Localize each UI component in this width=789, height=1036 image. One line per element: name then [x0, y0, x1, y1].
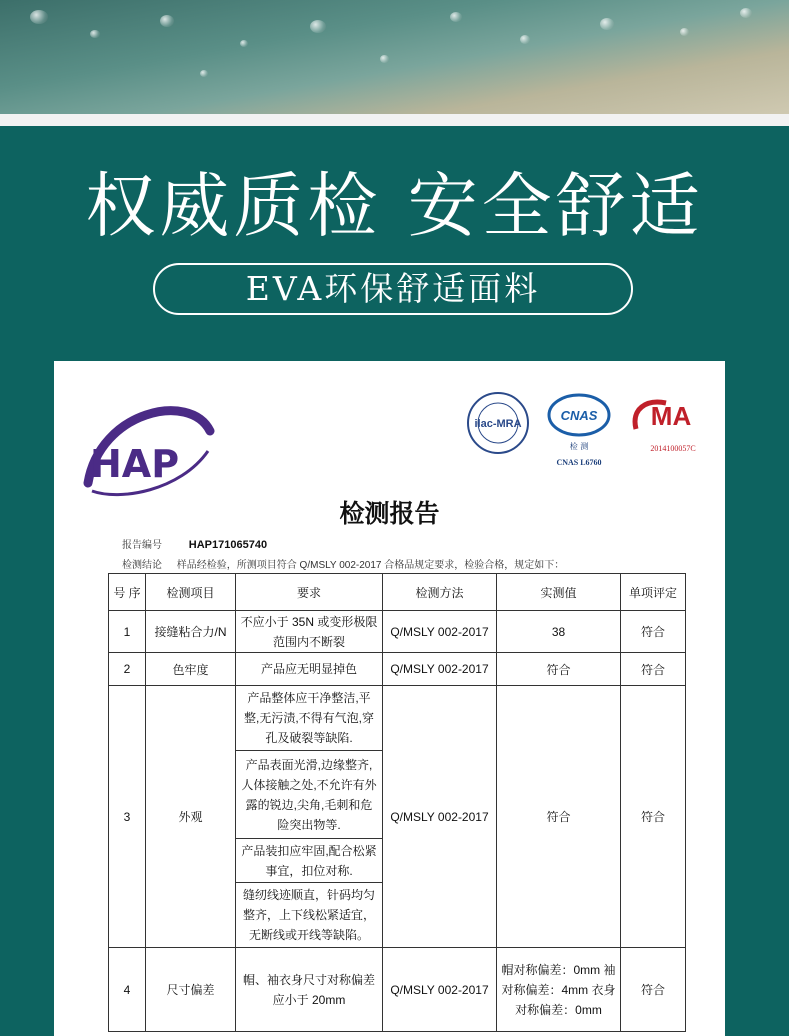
cell-value: 38 [497, 611, 621, 653]
conclusion-label: 检测结论 [122, 560, 162, 571]
cell-method: Q/MSLY 002-2017 [383, 948, 497, 1032]
table-row [109, 653, 686, 686]
test-report-document [54, 361, 725, 1036]
cell-requirement: 产品表面光滑,边缘整齐,人体接触之处,不允许有外露的锐边,尖角,毛刺和危险突出物等. [236, 751, 383, 839]
col-result: 单项评定 [621, 574, 686, 611]
report-title: 检测报告 [339, 499, 440, 528]
cell-value: 符合 [497, 653, 621, 686]
cell-requirement: 产品装扣应牢固,配合松紧事宜，扣位对称. [236, 839, 383, 883]
conclusion-line [122, 556, 564, 571]
cell-result: 符合 [621, 686, 686, 948]
table-header-row [109, 574, 686, 611]
cell-no: 3 [109, 686, 146, 948]
cell-item: 色牢度 [146, 653, 236, 686]
cell-result: 符合 [621, 948, 686, 1032]
cell-no: 2 [109, 653, 146, 686]
hap-logo [80, 391, 220, 501]
cell-item: 外观 [146, 686, 236, 948]
cell-requirement: 缝纫线迹顺直，针码均匀整齐，上下线松紧适宜，无断线或开线等缺陷。 [236, 883, 383, 948]
divider-strip [0, 114, 789, 126]
svg-text:CNAS L6760: CNAS L6760 [556, 458, 602, 467]
cell-value: 帽对称偏差：0mm 袖对称偏差：4mm 衣身对称偏差：0mm [497, 948, 621, 1032]
cma-icon [635, 401, 696, 453]
col-item: 检测项目 [146, 574, 236, 611]
cell-no: 1 [109, 611, 146, 653]
cell-requirement: 不应小于 35N 或变形极限范围内不断裂 [236, 611, 383, 653]
cell-result: 符合 [621, 611, 686, 653]
table-row [109, 686, 686, 751]
cell-requirement: 产品应无明显掉色 [236, 653, 383, 686]
conclusion-text: 样品经检验，所测项目符合 Q/MSLY 002-2017 合格品规定要求，检验合格，规定如下： [176, 560, 565, 571]
page-headline: 权威质检 安全舒适 [85, 165, 704, 247]
svg-text:CNAS: CNAS [560, 408, 598, 423]
svg-text:ilac-MRA: ilac-MRA [474, 418, 522, 430]
report-number-line [122, 536, 267, 551]
subtitle-pill: EVA环保舒适面料 [153, 263, 633, 315]
report-number-label: 报告编号 [122, 540, 162, 551]
certification-logos [466, 391, 711, 471]
table-row [109, 611, 686, 653]
cnas-icon [549, 395, 609, 467]
table-row [109, 948, 686, 1032]
cell-item: 接缝粘合力/N [146, 611, 236, 653]
banner-photo [0, 0, 789, 114]
svg-text:2014100057C: 2014100057C [650, 444, 696, 453]
cell-method: Q/MSLY 002-2017 [383, 653, 497, 686]
cell-value: 符合 [497, 686, 621, 948]
col-value: 实测值 [497, 574, 621, 611]
col-requirement: 要求 [236, 574, 383, 611]
svg-text:HAP: HAP [90, 442, 180, 486]
cell-requirement: 帽、袖衣身尺寸对称偏差应小于 20mm [236, 948, 383, 1032]
cell-item: 尺寸偏差 [146, 948, 236, 1032]
results-table [108, 573, 686, 1032]
col-method: 检测方法 [383, 574, 497, 611]
col-no: 号 序 [109, 574, 146, 611]
cell-result: 符合 [621, 653, 686, 686]
cell-method: Q/MSLY 002-2017 [383, 686, 497, 948]
cell-no: 4 [109, 948, 146, 1032]
ilac-mra-icon [468, 393, 528, 453]
svg-text:MA: MA [650, 401, 692, 431]
cell-requirement: 产品整体应干净整洁,平整,无污渍,不得有气泡,穿孔及破裂等缺陷. [236, 686, 383, 751]
report-number: HAP171065740 [188, 539, 268, 551]
cell-method: Q/MSLY 002-2017 [383, 611, 497, 653]
svg-text:检 测: 检 测 [569, 442, 589, 451]
